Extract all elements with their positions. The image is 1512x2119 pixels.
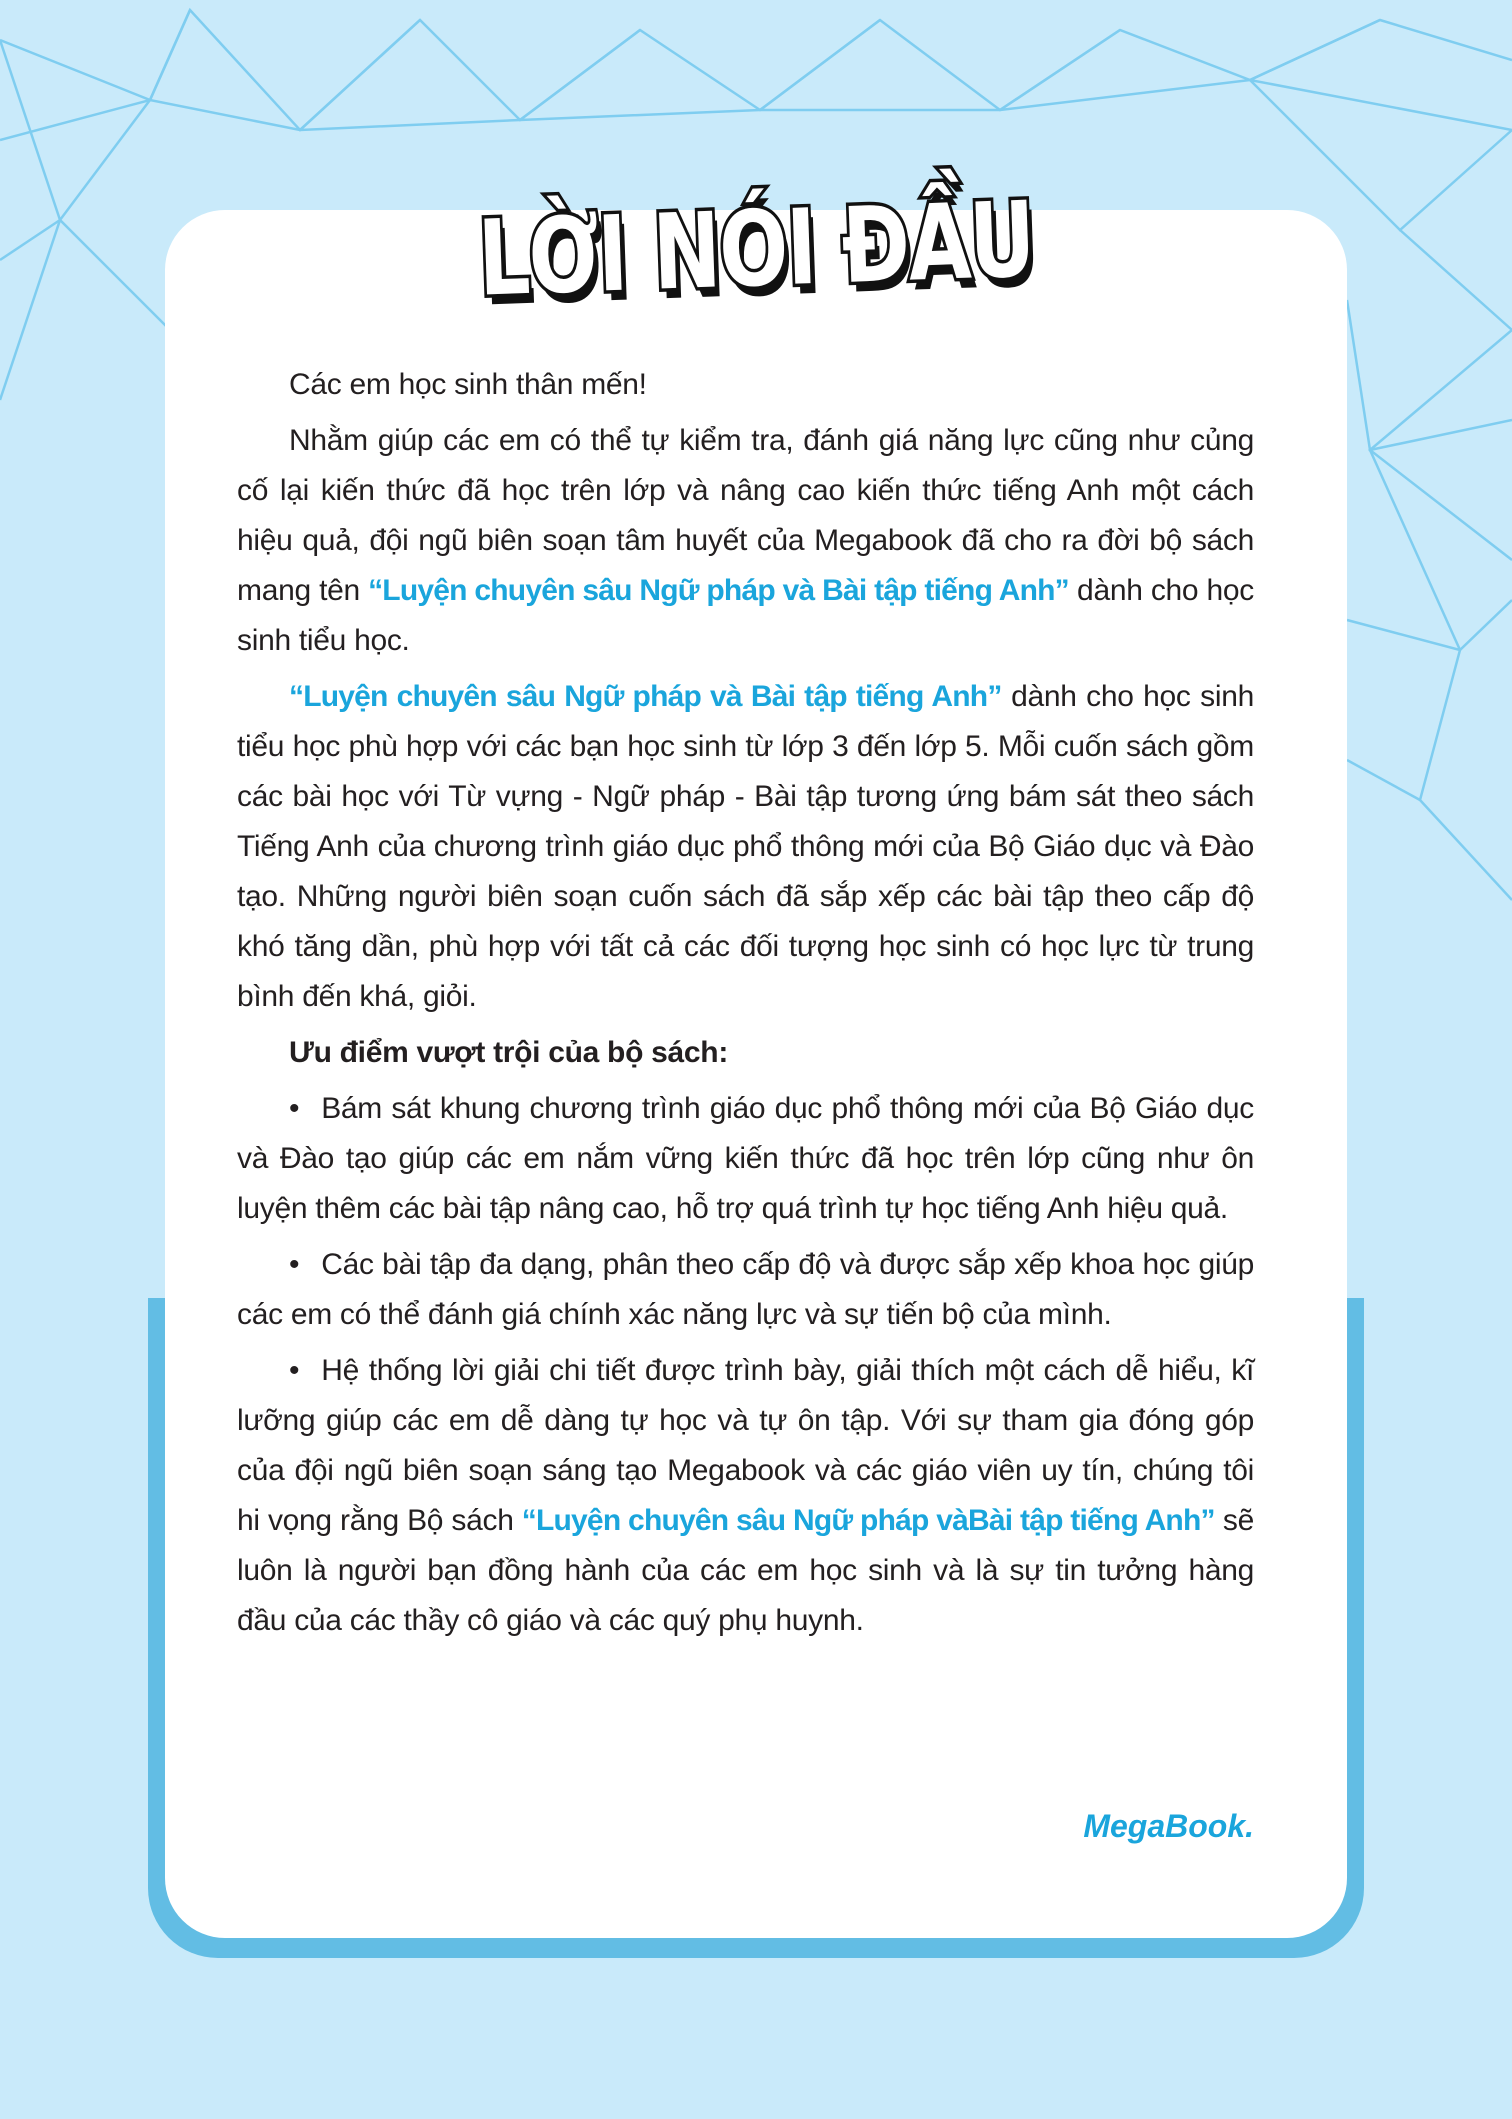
preface-body [237,360,1254,1652]
text: Các bài tập đa dạng, phân theo cấp độ và được sắp xếp khoa học giúp các em có thể đánh giá chính xác năng lực và sự tiến bộ của mình. [237,1248,1254,1331]
book-title-highlight: “Luyện chuyên sâu Ngữ pháp và Bài tập tiếng Anh” [289,680,1002,713]
greeting [237,360,1254,410]
page-title: LỜI NÓI ĐẦU [476,178,1036,320]
book-title-highlight: “Luyện chuyên sâu Ngữ pháp và Bài tập tiếng Anh” [368,574,1069,607]
text: Nhằm giúp các em có thể tự kiểm tra, đánh giá năng lực cũng như củng cố lại kiến thức đã học trên lớp và nâng cao kiến thức tiếng Anh một cách hiệu quả, đội ngũ biên soạn tâm huyết của Megabook đã cho ra đời bộ sách mang tên [237,424,1254,607]
text: Bám sát khung chương trình giáo dục phổ thông mới của Bộ Giáo dục và Đào tạo giúp các em nắm vững kiến thức đã học trên lớp cũng như ôn luyện thêm các bài tập nâng cao, hỗ trợ quá trình tự học tiếng Anh hiệu quả. [237,1092,1254,1225]
text: sẽ luôn là người bạn đồng hành của các em học sinh và là sự tin tưởng hàng đầu của các thầy cô giáo và các quý phụ huynh. [237,1504,1254,1637]
signature: MegaBook. [1083,1808,1254,1844]
greeting-text: Các em học sinh thân mến! [289,368,647,401]
heading-text: Ưu điểm vượt trội của bộ sách: [289,1036,729,1069]
text: dành cho học sinh tiểu học phù hợp với các bạn học sinh từ lớp 3 đến lớp 5. Mỗi cuốn sách gồm các bài học với Từ vựng - Ngữ pháp - Bài tập tương ứng bám sát theo sách Tiếng Anh của chương trình giáo dục phổ thông mới của Bộ Giáo dục và Đào tạo. Những người biên soạn cuốn sách đã sắp xếp các bài tập theo cấp độ khó tăng dần, phù hợp với tất cả các đối tượng học sinh có học lực từ trung bình đến khá, giỏi. [237,680,1255,1013]
paragraph-1 [237,416,1254,666]
bullet-item [237,1240,1254,1340]
bullet-icon: • [289,1354,300,1387]
advantages-heading [237,1028,1254,1078]
paragraph-2 [237,672,1254,1022]
text: dành cho học sinh tiểu học. [237,574,1254,657]
book-title-highlight: “Luyện chuyên sâu Ngữ pháp vàBài tập tiếng Anh” [521,1504,1215,1537]
bullet-icon: • [289,1248,300,1281]
bullet-item [237,1346,1254,1646]
bullet-item [237,1084,1254,1234]
bullet-icon: • [289,1092,300,1125]
text: Hệ thống lời giải chi tiết được trình bày, giải thích một cách dễ hiểu, kĩ lưỡng giúp các em dễ dàng tự học và tự ôn tập. Với sự tham gia đóng góp của đội ngũ biên soạn sáng tạo Megabook và các giáo viên uy tín, chúng tôi hi vọng rằng Bộ sách [237,1354,1254,1537]
